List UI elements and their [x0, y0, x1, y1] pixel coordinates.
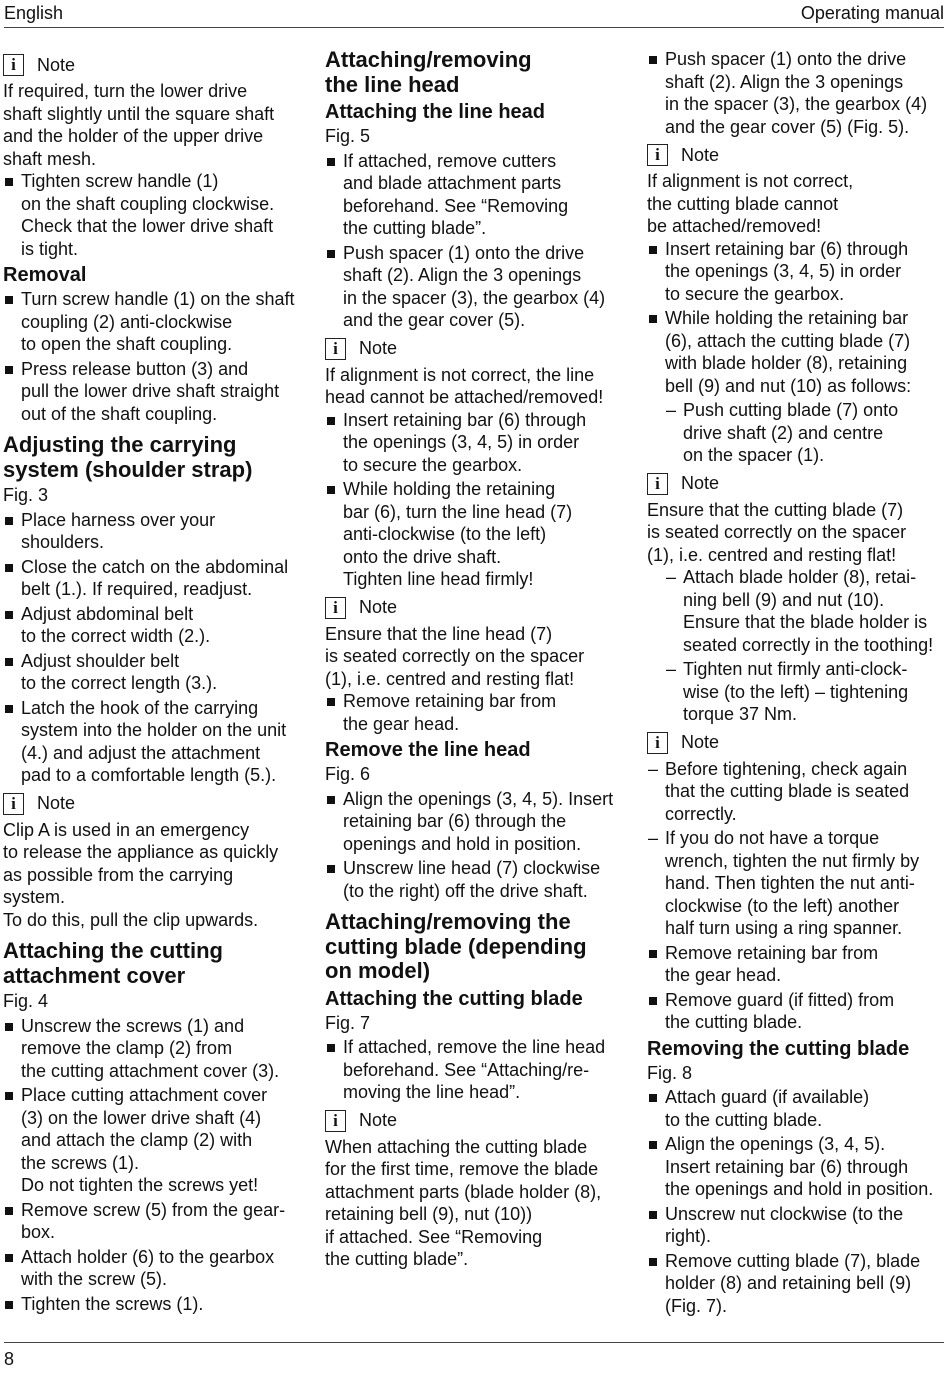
column-1	[3, 48, 303, 1317]
note-heading	[647, 142, 947, 168]
dash-list	[665, 399, 947, 467]
list-item: Remove cutting blade (7), blade holder (8) and retaining bell (9) (Fig. 7).	[647, 1250, 947, 1318]
note-text: When attaching the cutting blade for the first time, remove the blade attachment parts (blade holder (8), retaining bell (9), nut (10)) if attached. See “Removing the cutting blade”.	[325, 1136, 602, 1269]
info-icon: i	[325, 338, 346, 360]
bullet-list	[647, 238, 947, 398]
dash-item: – Before tightening, check again that the cutting blade is seated correctly.	[647, 758, 947, 826]
note-text: If alignment is not correct, the line head cannot be attached/removed!	[325, 364, 604, 407]
bullet-list	[325, 788, 625, 903]
bullet-list	[3, 288, 303, 425]
note-heading	[325, 1108, 625, 1134]
note-label: Note	[681, 732, 720, 753]
dash-list	[665, 566, 947, 726]
page-header	[4, 3, 944, 28]
note-heading	[325, 595, 625, 621]
section-heading-cutting-blade: Attaching/removing the cutting blade (depending on model)	[325, 909, 587, 983]
column-2	[325, 48, 625, 1271]
section-heading-carrying-system: Adjusting the carrying system (shoulder strap)	[3, 432, 253, 482]
list-item: Place harness over your shoulders.	[3, 509, 303, 554]
info-icon: i	[325, 597, 346, 619]
list-item: Adjust shoulder belt to the correct length (3.).	[3, 650, 303, 695]
bullet-list	[647, 48, 947, 138]
bullet-list	[647, 1086, 947, 1317]
note-text: If alignment is not correct, the cutting blade cannot be attached/removed!	[647, 171, 854, 236]
list-item: While holding the retaining bar (6), turn the line head (7) anti-clockwise (to the left) onto the drive shaft. Tighten line head firmly!	[325, 478, 625, 591]
list-item: Remove guard (if fitted) from the cutting blade.	[647, 989, 947, 1034]
list-item: Adjust abdominal belt to the correct width (2.).	[3, 603, 303, 648]
list-item: Insert retaining bar (6) through the openings (3, 4, 5) in order to secure the gearbox.	[647, 238, 947, 306]
subsection-heading-attach-line-head: Attaching the line head	[325, 101, 546, 123]
bullet-list	[325, 1036, 625, 1104]
note-label: Note	[359, 338, 398, 359]
dash-item: – Tighten nut firmly anti-clock- wise (to the left) – tightening torque 37 Nm.	[665, 658, 947, 726]
list-item: Unscrew the screws (1) and remove the clamp (2) from the cutting attachment cover (3).	[3, 1015, 303, 1083]
section-heading-cutting-attachment-cover: Attaching the cutting attachment cover	[3, 938, 223, 988]
note-heading	[647, 471, 947, 497]
note-heading	[3, 791, 303, 817]
note-label: Note	[359, 1110, 398, 1131]
list-item: Turn screw handle (1) on the shaft coupling (2) anti-clockwise to open the shaft coupling.	[3, 288, 303, 356]
list-item: Unscrew nut clockwise (to the right).	[647, 1203, 947, 1248]
list-item: Push spacer (1) onto the drive shaft (2). Align the 3 openings in the spacer (3), the gearbox (4) and the gear cover (5) (Fig. 5).	[647, 48, 947, 138]
note-text: If required, turn the lower drive shaft slightly until the square shaft and the holder of the upper drive shaft mesh.	[3, 81, 275, 169]
list-item: Unscrew line head (7) clockwise (to the right) off the drive shaft.	[325, 857, 625, 902]
note-heading	[647, 730, 947, 756]
subsection-heading-attach-blade: Attaching the cutting blade	[325, 987, 583, 1010]
note-heading	[325, 336, 625, 362]
bullet-list	[3, 1015, 303, 1316]
subsection-heading-remove-blade: Removing the cutting blade	[647, 1037, 910, 1060]
list-item: Push spacer (1) onto the drive shaft (2). Align the 3 openings in the spacer (3), the gearbox (4) and the gear cover (5).	[325, 242, 625, 332]
figure-reference: Fig. 7	[325, 1012, 371, 1033]
column-3	[647, 48, 947, 1319]
note-label: Note	[681, 473, 720, 494]
list-item: Insert retaining bar (6) through the openings (3, 4, 5) in order to secure the gearbox.	[325, 409, 625, 477]
dash-list	[647, 758, 947, 940]
list-item: Close the catch on the abdominal belt (1.). If required, readjust.	[3, 556, 303, 601]
figure-reference: Fig. 3	[3, 485, 49, 505]
dash-item: – If you do not have a torque wrench, tighten the nut firmly by hand. Then tighten the nut anti- clockwise (to the left) another half turn using a ring spanner.	[647, 827, 947, 940]
bullet-list	[325, 150, 625, 332]
list-item: Press release button (3) and pull the lower drive shaft straight out of the shaft coupling.	[3, 358, 303, 426]
list-item: Remove retaining bar from the gear head.	[647, 942, 947, 987]
dash-item: – Attach blade holder (8), retai- ning bell (9) and nut (10). Ensure that the blade holder is seated correctly in the toothing!	[665, 566, 947, 656]
list-item: While holding the retaining bar (6), attach the cutting blade (7) with blade holder (8), retaining bell (9) and nut (10) as follows:	[647, 307, 947, 397]
list-item: Attach guard (if available) to the cutting blade.	[647, 1086, 947, 1131]
bullet-list	[3, 170, 303, 260]
list-item: Attach holder (6) to the gearbox with the screw (5).	[3, 1246, 303, 1291]
dash-item: – Push cutting blade (7) onto drive shaft (2) and centre on the spacer (1).	[665, 399, 947, 467]
list-item: Remove retaining bar from the gear head.	[325, 690, 625, 735]
note-label: Note	[359, 597, 398, 618]
list-item: Latch the hook of the carrying system into the holder on the unit (4.) and adjust the attachment pad to a comfortable length (5.).	[3, 697, 303, 787]
note-label: Note	[37, 54, 76, 75]
list-item: If attached, remove cutters and blade attachment parts beforehand. See “Removing the cutting blade”.	[325, 150, 625, 240]
header-doc-title: Operating manual	[800, 3, 944, 23]
info-icon: i	[647, 144, 668, 166]
info-icon: i	[647, 473, 668, 495]
list-item: If attached, remove the line head beforehand. See “Attaching/re- moving the line head”.	[325, 1036, 625, 1104]
list-item: Align the openings (3, 4, 5). Insert retaining bar (6) through the openings and hold in position.	[647, 1133, 947, 1201]
list-item: Tighten screw handle (1) on the shaft coupling clockwise. Check that the lower drive shaft is tight.	[3, 170, 303, 260]
list-item: Align the openings (3, 4, 5). Insert retaining bar (6) through the openings and hold in position.	[325, 788, 625, 856]
header-language: English	[4, 3, 64, 23]
bullet-list	[647, 942, 947, 1034]
section-heading-line-head: Attaching/removing the line head	[325, 47, 532, 97]
bullet-list	[325, 409, 625, 591]
note-text: Ensure that the cutting blade (7) is seated correctly on the spacer (1), i.e. centred and resting flat!	[647, 499, 907, 565]
info-icon: i	[3, 793, 24, 815]
figure-reference: Fig. 5	[325, 126, 371, 146]
info-icon: i	[647, 732, 668, 754]
figure-reference: Fig. 8	[647, 1062, 693, 1083]
note-text: Clip A is used in an emergency to release the appliance as quickly as possible from the carrying system. To do this, pull the clip upwards.	[3, 819, 279, 930]
info-icon: i	[325, 1110, 346, 1132]
bullet-list	[325, 690, 625, 735]
list-item: Place cutting attachment cover (3) on the lower drive shaft (4) and attach the clamp (2) with the screws (1). Do not tighten the screws yet!	[3, 1084, 303, 1197]
note-heading	[3, 52, 303, 78]
subsection-heading-remove-line-head: Remove the line head	[325, 739, 531, 761]
list-item: Remove screw (5) from the gear- box.	[3, 1199, 303, 1244]
bullet-list	[3, 509, 303, 787]
footer-rule	[4, 1342, 944, 1343]
page-number: 8	[4, 1349, 15, 1369]
figure-reference: Fig. 6	[325, 764, 371, 784]
note-label: Note	[681, 144, 720, 165]
list-item: Tighten the screws (1).	[3, 1293, 303, 1316]
note-label: Note	[37, 793, 76, 814]
section-heading-removal: Removal	[3, 264, 87, 286]
figure-reference: Fig. 4	[3, 991, 49, 1011]
info-icon: i	[3, 54, 24, 76]
note-text: Ensure that the line head (7) is seated correctly on the spacer (1), i.e. centred and resting flat!	[325, 623, 585, 689]
